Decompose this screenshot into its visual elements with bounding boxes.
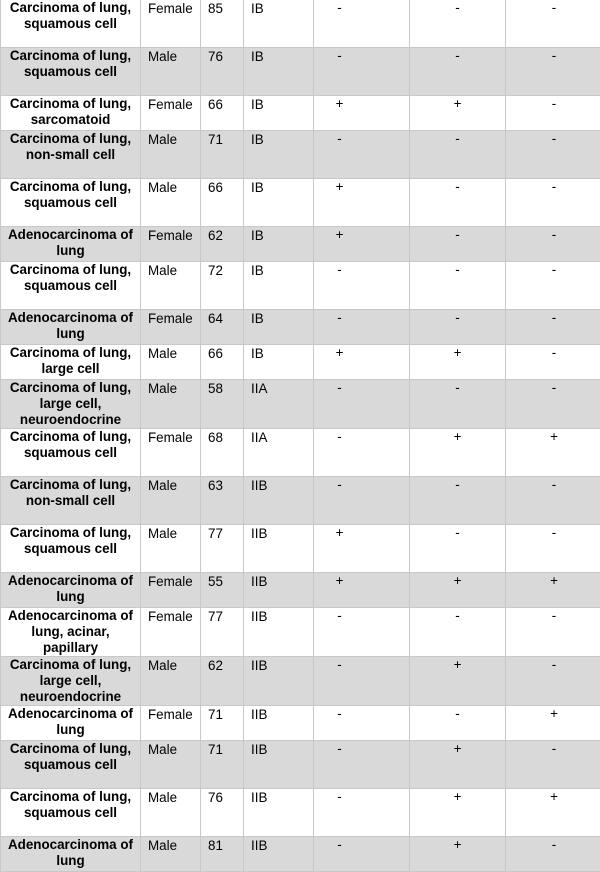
marker-2-cell: - xyxy=(410,380,506,429)
diagnosis-cell: Adenocarcinoma of lung, acinar, papillary xyxy=(1,608,141,657)
sex-cell: Female xyxy=(141,429,201,477)
table-row xyxy=(1,96,600,131)
stage-cell: IB xyxy=(244,48,314,96)
sex-cell: Male xyxy=(141,657,201,706)
marker-1-cell: + xyxy=(314,345,410,380)
table-row xyxy=(1,48,600,96)
age-cell: 55 xyxy=(201,573,244,608)
diagnosis-cell: Carcinoma of lung, squamous cell xyxy=(1,48,141,96)
sex-cell: Female xyxy=(141,227,201,262)
diagnosis-cell: Carcinoma of lung, squamous cell xyxy=(1,525,141,573)
marker-2-cell: - xyxy=(410,48,506,96)
marker-2-cell: + xyxy=(410,789,506,837)
sex-cell: Male xyxy=(141,380,201,429)
patient-table-body xyxy=(1,0,600,872)
marker-1-cell: - xyxy=(314,48,410,96)
age-cell: 85 xyxy=(201,0,244,48)
stage-cell: IB xyxy=(244,0,314,48)
marker-3-cell: + xyxy=(506,706,600,741)
marker-3-cell: - xyxy=(506,0,600,48)
marker-3-cell: - xyxy=(506,741,600,789)
marker-3-cell: + xyxy=(506,789,600,837)
table-row xyxy=(1,131,600,179)
stage-cell: IIB xyxy=(244,706,314,741)
age-cell: 71 xyxy=(201,741,244,789)
sex-cell: Male xyxy=(141,179,201,227)
marker-1-cell: - xyxy=(314,477,410,525)
table-row xyxy=(1,608,600,657)
sex-cell: Male xyxy=(141,525,201,573)
marker-3-cell: - xyxy=(506,525,600,573)
sex-cell: Female xyxy=(141,608,201,657)
marker-1-cell: - xyxy=(314,429,410,477)
diagnosis-cell: Adenocarcinoma of lung xyxy=(1,706,141,741)
diagnosis-cell: Carcinoma of lung, squamous cell xyxy=(1,179,141,227)
marker-2-cell: - xyxy=(410,608,506,657)
marker-2-cell: - xyxy=(410,477,506,525)
age-cell: 63 xyxy=(201,477,244,525)
marker-1-cell: - xyxy=(314,706,410,741)
diagnosis-cell: Carcinoma of lung, non-small cell xyxy=(1,131,141,179)
marker-2-cell: + xyxy=(410,429,506,477)
age-cell: 68 xyxy=(201,429,244,477)
marker-3-cell: + xyxy=(506,429,600,477)
diagnosis-cell: Carcinoma of lung, non-small cell xyxy=(1,477,141,525)
marker-3-cell: - xyxy=(506,380,600,429)
diagnosis-cell: Carcinoma of lung, squamous cell xyxy=(1,429,141,477)
marker-3-cell: - xyxy=(506,131,600,179)
marker-1-cell: + xyxy=(314,179,410,227)
marker-3-cell: - xyxy=(506,48,600,96)
stage-cell: IB xyxy=(244,227,314,262)
stage-cell: IIB xyxy=(244,837,314,872)
age-cell: 77 xyxy=(201,525,244,573)
table-row xyxy=(1,0,600,48)
marker-3-cell: - xyxy=(506,657,600,706)
diagnosis-cell: Carcinoma of lung, large cell xyxy=(1,345,141,380)
table-row xyxy=(1,657,600,706)
marker-1-cell: - xyxy=(314,0,410,48)
marker-2-cell: + xyxy=(410,837,506,872)
sex-cell: Male xyxy=(141,477,201,525)
marker-1-cell: - xyxy=(314,789,410,837)
marker-3-cell: - xyxy=(506,96,600,131)
marker-1-cell: - xyxy=(314,380,410,429)
age-cell: 66 xyxy=(201,179,244,227)
diagnosis-cell: Carcinoma of lung, large cell, neuroendocrine xyxy=(1,657,141,706)
diagnosis-cell: Adenocarcinoma of lung xyxy=(1,837,141,872)
sex-cell: Female xyxy=(141,310,201,345)
age-cell: 76 xyxy=(201,48,244,96)
table-row xyxy=(1,477,600,525)
marker-2-cell: + xyxy=(410,573,506,608)
sex-cell: Male xyxy=(141,48,201,96)
marker-2-cell: + xyxy=(410,741,506,789)
marker-3-cell: + xyxy=(506,573,600,608)
table-row xyxy=(1,310,600,345)
stage-cell: IB xyxy=(244,179,314,227)
marker-3-cell: - xyxy=(506,837,600,872)
stage-cell: IIB xyxy=(244,573,314,608)
marker-1-cell: - xyxy=(314,741,410,789)
marker-2-cell: - xyxy=(410,131,506,179)
diagnosis-cell: Adenocarcinoma of lung xyxy=(1,227,141,262)
table-row xyxy=(1,429,600,477)
age-cell: 66 xyxy=(201,96,244,131)
age-cell: 64 xyxy=(201,310,244,345)
sex-cell: Male xyxy=(141,837,201,872)
marker-2-cell: + xyxy=(410,96,506,131)
diagnosis-cell: Adenocarcinoma of lung xyxy=(1,573,141,608)
diagnosis-cell: Carcinoma of lung, squamous cell xyxy=(1,0,141,48)
stage-cell: IB xyxy=(244,310,314,345)
sex-cell: Female xyxy=(141,0,201,48)
marker-3-cell: - xyxy=(506,227,600,262)
table-row xyxy=(1,179,600,227)
diagnosis-cell: Adenocarcinoma of lung xyxy=(1,310,141,345)
diagnosis-cell: Carcinoma of lung, large cell, neuroendocrine xyxy=(1,380,141,429)
age-cell: 71 xyxy=(201,131,244,179)
marker-2-cell: - xyxy=(410,262,506,310)
marker-2-cell: + xyxy=(410,657,506,706)
age-cell: 66 xyxy=(201,345,244,380)
stage-cell: IB xyxy=(244,262,314,310)
stage-cell: IIA xyxy=(244,380,314,429)
age-cell: 76 xyxy=(201,789,244,837)
marker-1-cell: - xyxy=(314,837,410,872)
stage-cell: IIB xyxy=(244,741,314,789)
stage-cell: IB xyxy=(244,345,314,380)
marker-3-cell: - xyxy=(506,608,600,657)
marker-1-cell: + xyxy=(314,96,410,131)
marker-1-cell: + xyxy=(314,525,410,573)
marker-2-cell: - xyxy=(410,0,506,48)
diagnosis-cell: Carcinoma of lung, squamous cell xyxy=(1,741,141,789)
stage-cell: IB xyxy=(244,131,314,179)
marker-2-cell: - xyxy=(410,706,506,741)
sex-cell: Male xyxy=(141,345,201,380)
diagnosis-cell: Carcinoma of lung, squamous cell xyxy=(1,262,141,310)
table-row xyxy=(1,262,600,310)
age-cell: 62 xyxy=(201,657,244,706)
table-row xyxy=(1,573,600,608)
table-row xyxy=(1,345,600,380)
marker-2-cell: - xyxy=(410,179,506,227)
stage-cell: IIB xyxy=(244,657,314,706)
marker-1-cell: + xyxy=(314,227,410,262)
marker-2-cell: - xyxy=(410,227,506,262)
marker-3-cell: - xyxy=(506,262,600,310)
table-row xyxy=(1,837,600,872)
table-row xyxy=(1,706,600,741)
sex-cell: Female xyxy=(141,96,201,131)
marker-1-cell: - xyxy=(314,131,410,179)
age-cell: 62 xyxy=(201,227,244,262)
marker-1-cell: - xyxy=(314,262,410,310)
diagnosis-cell: Carcinoma of lung, squamous cell xyxy=(1,789,141,837)
table-row xyxy=(1,741,600,789)
sex-cell: Male xyxy=(141,262,201,310)
marker-1-cell: - xyxy=(314,310,410,345)
marker-1-cell: + xyxy=(314,573,410,608)
table-row xyxy=(1,525,600,573)
age-cell: 58 xyxy=(201,380,244,429)
marker-2-cell: - xyxy=(410,310,506,345)
stage-cell: IB xyxy=(244,96,314,131)
marker-1-cell: - xyxy=(314,608,410,657)
table-row xyxy=(1,227,600,262)
stage-cell: IIB xyxy=(244,477,314,525)
marker-3-cell: - xyxy=(506,310,600,345)
table-row xyxy=(1,380,600,429)
age-cell: 72 xyxy=(201,262,244,310)
sex-cell: Male xyxy=(141,789,201,837)
marker-3-cell: - xyxy=(506,477,600,525)
age-cell: 81 xyxy=(201,837,244,872)
sex-cell: Female xyxy=(141,573,201,608)
marker-2-cell: - xyxy=(410,525,506,573)
stage-cell: IIB xyxy=(244,608,314,657)
sex-cell: Female xyxy=(141,706,201,741)
marker-1-cell: - xyxy=(314,657,410,706)
age-cell: 71 xyxy=(201,706,244,741)
marker-3-cell: - xyxy=(506,345,600,380)
sex-cell: Male xyxy=(141,131,201,179)
stage-cell: IIB xyxy=(244,525,314,573)
table-row xyxy=(1,789,600,837)
diagnosis-cell: Carcinoma of lung, sarcomatoid xyxy=(1,96,141,131)
sex-cell: Male xyxy=(141,741,201,789)
marker-3-cell: - xyxy=(506,179,600,227)
marker-2-cell: + xyxy=(410,345,506,380)
age-cell: 77 xyxy=(201,608,244,657)
stage-cell: IIA xyxy=(244,429,314,477)
stage-cell: IIB xyxy=(244,789,314,837)
